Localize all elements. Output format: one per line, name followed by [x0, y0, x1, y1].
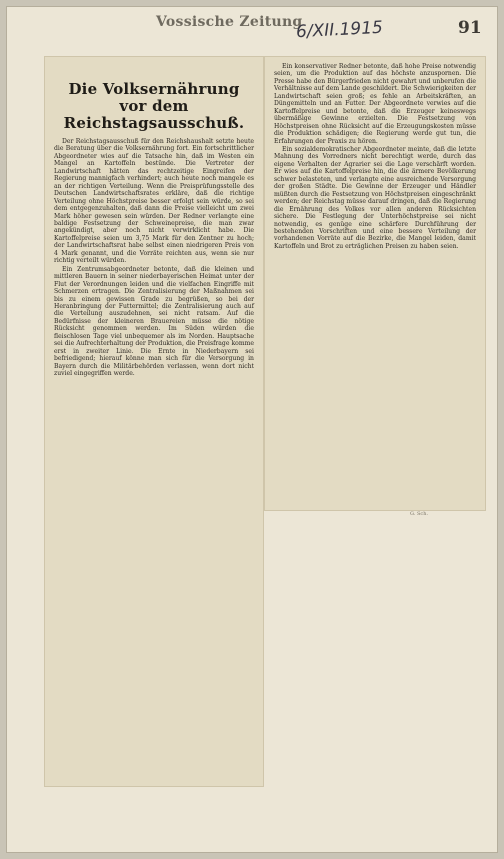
handwritten-date: 6/XII.1915	[295, 17, 384, 43]
article-title: Die Volksernährung vor dem Reichstagsausschuß.	[63, 80, 245, 132]
page-number: 91	[458, 18, 482, 38]
footnote-mark: G. Sch.	[410, 511, 429, 517]
newspaper-name: Vossische Zeitung	[156, 14, 303, 30]
clipping-right-column	[264, 56, 486, 511]
page-header	[6, 6, 498, 52]
clipping-left-column	[44, 56, 264, 787]
article-body-left	[54, 138, 254, 378]
archive-page	[6, 6, 498, 853]
paragraph: Ein konservativer Redner betonte, daß hohe Preise notwendig seien, um die Produktion auf das höchste anzuspornen. Die Presse habe den Bürgerfrieden nicht gewahrt und unberufen die Verhältnisse auf dem Lande geschildert. Die Schwierigkeiten der Landwirtschaft seien groß; es fehle an Arbeitskräften, an Düngemitteln und an Futter. Der Abgeordnete verwies auf die Kartoffelpreise und betonte, daß die Erzeuger keineswegs übermäßige Gewinne erzielten. Die Festsetzung von Höchstpreisen ohne Rücksicht auf die Erzeugungskosten müsse die Produktion schädigen; die Regierung werde gut tun, die Erfahrungen der Praxis zu hören.	[274, 63, 476, 145]
paragraph: Ein sozialdemokratischer Abgeordneter meinte, daß die letzte Mahnung des Vorredners nicht berechtigt werde, durch das eigene Verhalten der Agrarier sei die Lage verschärft worden. Er wies auf die Kartoffelpreise hin, die die ärmere Bevölkerung schwer belasteten, und verlangte eine ausreichende Versorgung der großen Städte. Die Gewinne der Erzeuger und Händler müßten durch die Festsetzung von Höchstpreisen eingeschränkt werden; der Reichstag müsse darauf dringen, daß die Regierung die Ernährung des Volkes vor allen anderen Rücksichten sichere. Die Festlegung der Unterhöchstpreise sei nicht notwendig, es genüge eine schärfere Durchführung der bestehenden Vorschriften und eine bessere Verteilung der vorhandenen Vorräte auf die Bezirke, die Mangel leiden, damit Kartoffeln und Brot zu erträglichen Preisen zu haben seien.	[274, 145, 476, 250]
article-body-right	[274, 63, 476, 250]
paragraph: Der Reichstagsausschuß für den Reichshaushalt setzte heute die Beratung über die Volksernährung fort. Ein fortschrittlicher Abgeordneter wies auf die Tatsache hin, daß im Westen ein Mangel an Kartoffeln bestünde. Die Vertreter der Landwirtschaft hätten das rechtzeitige Eingreifen der Regierung mannigfach verhindert; auch heute noch mangele es an der richtigen Verteilung. Wenn die Preisprüfungsstelle des Deutschen Landwirtschaftsrates erkläre, daß die richtige Verteilung ohne Höchstpreise besser erfolgt sein würde, so sei dem entgegenzuhalten, daß dann die Preise vielleicht um zwei Mark höher gewesen sein würden. Der Redner verlangte eine baldige Festsetzung der Schweinepreise, die man zwar angekündigt, aber noch nicht verwirklicht habe. Die Kartoffelpreise seien um 3,75 Mark für den Zentner zu hoch; der Landwirtschaftsrat habe selbst einen niedrigeren Preis von 4 Mark genannt, und die Vorräte reichten aus, wenn sie nur richtig verteilt würden.	[54, 138, 254, 265]
paragraph: Ein Zentrumsabgeordneter betonte, daß die kleinen und mittleren Bauern in seiner niederbayerischen Heimat unter der Flut der Verordnungen leiden und die vielfachen Eingriffe mit Schmerzen ertragen. Die Zentralisierung der Maßnahmen sei bis zu einem gewissen Grade zu begrüßen, so bei der Heranbringung der Futtermittel; die Zentralisierung auch auf die Verteilung auszudehnen, sei nicht ratsam. Auf die Bedürfnisse der kleineren Brauereien müsse die nötige Rücksicht genommen werden. Im Süden würden die fleischlosen Tage viel unbequemer als im Norden. Hauptsache sei die Aufrechterhaltung der Produktion, die Preisfrage komme erst in zweiter Linie. Die Ernte in Niederbayern sei befriedigend; hierauf könne man sich für die Versorgung in Bayern durch die Militärbehörden verlassen, wenn dort nicht zuviel eingegriffen werde.	[54, 265, 254, 378]
